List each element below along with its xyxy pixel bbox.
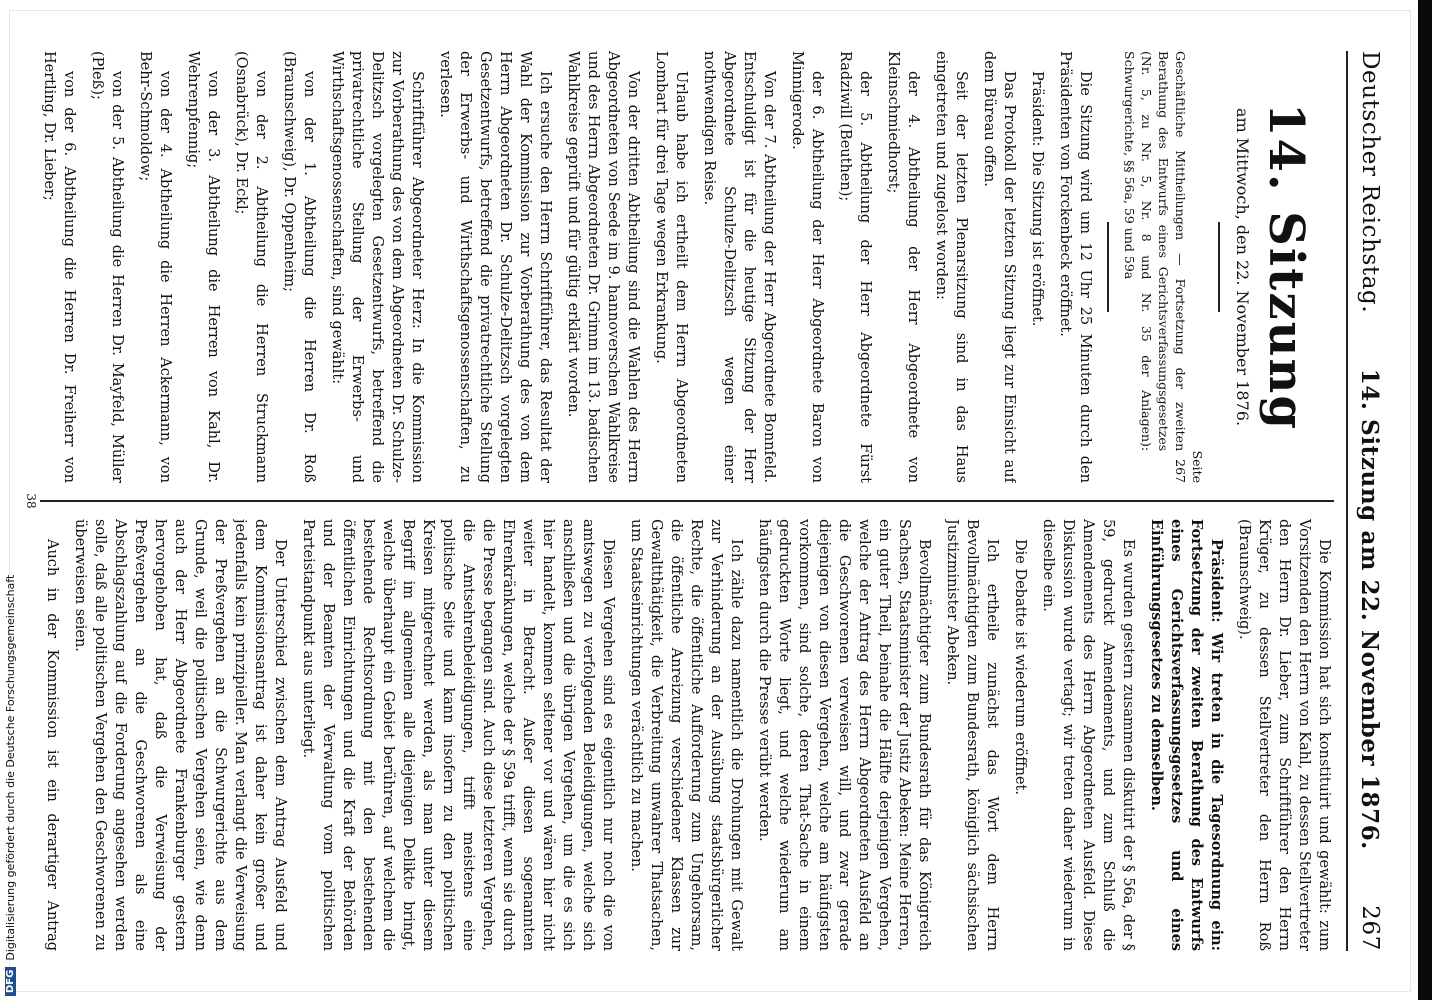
opening-paragraph: Die Sitzung wird um 12 Uhr 25 Minuten durch den Präsidenten von Forckenbeck eröffnet. xyxy=(1057,51,1093,483)
session-date: am Mittwoch, den 22. November 1876. xyxy=(1233,107,1252,427)
dfg-logo: DFG xyxy=(5,967,16,996)
left-paragraph: der 6. Abtheilung der Herr Abgeordnete Baron von Minnigerode. xyxy=(789,51,825,483)
right-paragraph: Diesen Vergehen sind es eigentlich nur noch die von amtswegen zu verfolgenden Beleidigungen, welche sich anschließen und die übrigen Vergehen, um die es sich hier handelt, kommen seltener vor und wären hier nicht weiter in Betracht. Außer diesen sogenannten Ehrenkränkungen, welche der § 59a trifft, wenn sie durch die Presse begangen sind. Auch diese letzteren Vergehen, die Amtsehrenbeleidigungen, trifft meistens eine politische Seite und kann insofern zu den politischen Kreisen mitgerechnet werden, als man unter diesem Begriff im allgemeinen alle diejenigen Delikte bringt, welche überhaupt ein Gebiet berühren, auf welchem die bestehende Rechtsordnung mit den bestehenden öffentlichen Einrichtungen und die Kraft der Behörden und der Beamten der Verwaltung vom politischen Parteistandpunkt aus unterliegt. xyxy=(300,519,616,951)
left-column xyxy=(40,51,1334,483)
newspaper-page xyxy=(9,10,1411,992)
left-paragraph: von der 5. Abtheilung die Herren Dr. Mayfeld, Müller (Pleß); xyxy=(89,51,125,483)
toc-item-page: 267 xyxy=(1173,459,1188,483)
right-paragraph: Ich zähle dazu namentlich die Drohungen mit Gewalt zur Verhinderung an der Ausübung staatsbürgerlicher Rechte, die öffentliche Aufforderung zum Ungehorsam, die öffentliche Anreizung verschiedener Klassen zur Gewaltthätigkeit, die Verbreitung unwahrer Thatsachen, um Staatseinrichtungen verächtlich zu machen. xyxy=(628,519,744,951)
page-footer-number: 38 xyxy=(24,493,38,509)
left-paragraph: Von der 7. Abtheilung der Herr Abgeordnete Bonnfeld. Entschuldigt ist für die heutige Sitzung der Herr Abgeordnete Schulze-Delitzsch wegen einer nothwendigen Reise. xyxy=(701,51,777,483)
left-paragraph: der 5. Abtheilung der Herr Abgeordnete Fürst Radziwill (Beuthen); xyxy=(837,51,873,483)
right-paragraph: Bevollmächtigter zum Bundesrath für das Königreich Sachsen, Staatsminister der Justiz Abeken: Meine Herren, ein guter Theil, beinahe die Hälfte derjenigen Vergehen, welche der Antrag des Herrn Abgeordneten Ausfeld an die Geschworenen verweisen will, und zwar gerade diejenigen von diesen Vergehen, welche am häufigsten vorkommen, sind solche, deren That-Sache in einem gedruckten Worte liegt, und welche wiederum am häufigsten durch die Presse verübt werden. xyxy=(756,519,932,951)
agenda-announcement: Präsident: Wir treten in die Tagesordnung ein: Fortsetzung der zweiten Berathung des Entwurfs eines Gerichtsverfassungsgesetzes und eines Einführungsgesetzes zu demselben. xyxy=(1148,519,1225,951)
left-paragraph: Seit der letzten Plenarsitzung sind in das Haus eingetreten und zugelost worden: xyxy=(933,51,969,483)
left-paragraph: Ich ersuche den Herrn Schriftführer, das Resultat der Wahl der Kommission zur Vorberathung des von dem Herrn Abgeordneten Dr. Schulze-Delitzsch vorgelegten Gesetzentwurfs, betreffend die privatrechtliche Stellung der Erwerbs- und Wirthschaftsgenossenschaften, zu verlesen. xyxy=(437,51,553,483)
right-paragraph: Der Unterschied zwischen dem Antrag Ausfeld und dem Kommissionsantrag ist daher kein großer und jedenfalls kein prinzipieller. Man verlangt die Verweisung der Preßvergehen an die Schwurgerichte aus dem Grunde, weil die politischen Vergehen seien, wie denn auch der Herr Abgeordnete Frankenburger gestern hervorgehoben hat, daß die Verweisung der Preßvergehen an die Geschworenen als eine Abschlagszahlung auf die Forderung angesehen werden solle, daß alle politischen Vergehen den Geschworenen zu überweisen seien. xyxy=(72,519,288,951)
right-paragraph: Es wurden gestern zusammen diskutirt der § 56a, der § 59, gedruckt Amendements, und zum Schluß die Amendements des Herrn Abgeordneten Ausfeld. Diese Diskussion wurde vertagt; wir treten daher wiederum in dieselbe ein. xyxy=(1040,519,1136,951)
right-paragraph: Die Debatte ist wiederum eröffnet. xyxy=(1012,539,1028,795)
left-paragraph: Urlaub habe ich ertheilt dem Herrn Abgeordneten Lombart für drei Tage wegen Erkrankung. xyxy=(653,51,689,483)
scan-border xyxy=(1418,0,1432,1000)
left-paragraph: von der 2. Abtheilung die Herren Struckmann (Osnabrück), Dr. Eckl; xyxy=(233,51,269,483)
left-paragraph: Präsident: Die Sitzung ist eröffnet. xyxy=(1029,71,1045,327)
left-paragraph: Von der dritten Abtheilung sind die Wahlen des Herrn Abgeordneten von Seede im 9. hannoverschen Wahlkreise und des Herrn Abgeordneten Dr. Grimm im 13. badischen Wahlkreise geprüft und für gültig erklärt worden. xyxy=(565,51,641,483)
right-column xyxy=(40,519,1334,951)
header-page-number: 267 xyxy=(1357,905,1383,951)
toc-item xyxy=(1121,51,1189,483)
session-title: 14. Sitzung xyxy=(1258,103,1314,431)
left-paragraph: von der 6. Abtheilung die Herren Dr. Freiherr von Hertling, Dr. Lieber; xyxy=(41,51,77,483)
right-paragraph: Auch in der Kommission ist ein derartiger Antrag xyxy=(44,539,60,951)
left-paragraph: von der 3. Abtheilung die Herren von Kahl, Dr. Wehrenpfennig; xyxy=(185,51,221,483)
column-divider xyxy=(40,500,1334,502)
left-paragraph: Schriftführer Abgeordneter Herz: In die Kommission zur Vorberathung des von dem Abgeordneten Dr. Schulze-Delitzsch vorgelegten Gesetzentwurfs, betreffend die privatrechtliche Stellung der Erwerbs- und Wirthschaftsgenossenschaften, sind gewählt: xyxy=(329,51,425,483)
right-paragraph: Ich ertheile zunächst das Wort dem Herrn Bevollmächtigten zum Bundesrath, königlich sächsischen Justizminister Abeken. xyxy=(944,519,1000,951)
toc-rule xyxy=(1107,222,1109,312)
left-paragraph: der 4. Abtheilung der Herr Abgeordnete von Kleinschmiedhorst; xyxy=(885,51,921,483)
title-rule xyxy=(1218,222,1220,312)
toc-item-text: Geschäftliche Mittheilungen — Fortsetzung der zweiten Berathung des Entwurfs eines Gerichtsverfassungsgesetzes (Nr. 5, zu Nr. 5, Nr. 8 und Nr. 35 der Anlagen): Schwurgerichte, §§ 56a, 59 und 59a xyxy=(1122,51,1188,452)
digitization-credit xyxy=(4,575,17,996)
left-paragraph: von der 1. Abtheilung die Herren Dr. Roß (Braunschweig), Dr. Oppenheim; xyxy=(281,51,317,483)
toc-heading: Seite xyxy=(1190,450,1205,483)
header-center: 14. Sitzung am 22. November 1876. xyxy=(1356,368,1384,850)
table-of-contents xyxy=(1121,51,1206,483)
left-paragraph: von der 4. Abtheilung die Herren Ackermann, von Behr-Schmoldow; xyxy=(137,51,173,483)
header-left: Deutscher Reichstag. xyxy=(1357,51,1383,314)
right-paragraph: Die Kommission hat sich konstituirt und gewählt: zum Vorsitzenden den Herrn von Kahl, zu dessen Stellvertreter den Herrn Dr. Lieber, zum Schriftführer den Herrn Krüger, zu dessen Stellvertreter den Herrn Roß (Braunschweig). xyxy=(1236,519,1332,951)
running-header xyxy=(1346,51,1392,951)
left-paragraph: Das Protokoll der letzten Sitzung liegt zur Einsicht auf dem Büreau offen. xyxy=(981,51,1017,483)
credit-text: Digitalisierung gefördert durch die Deutsche Forschungsgemeinschaft xyxy=(4,574,17,961)
